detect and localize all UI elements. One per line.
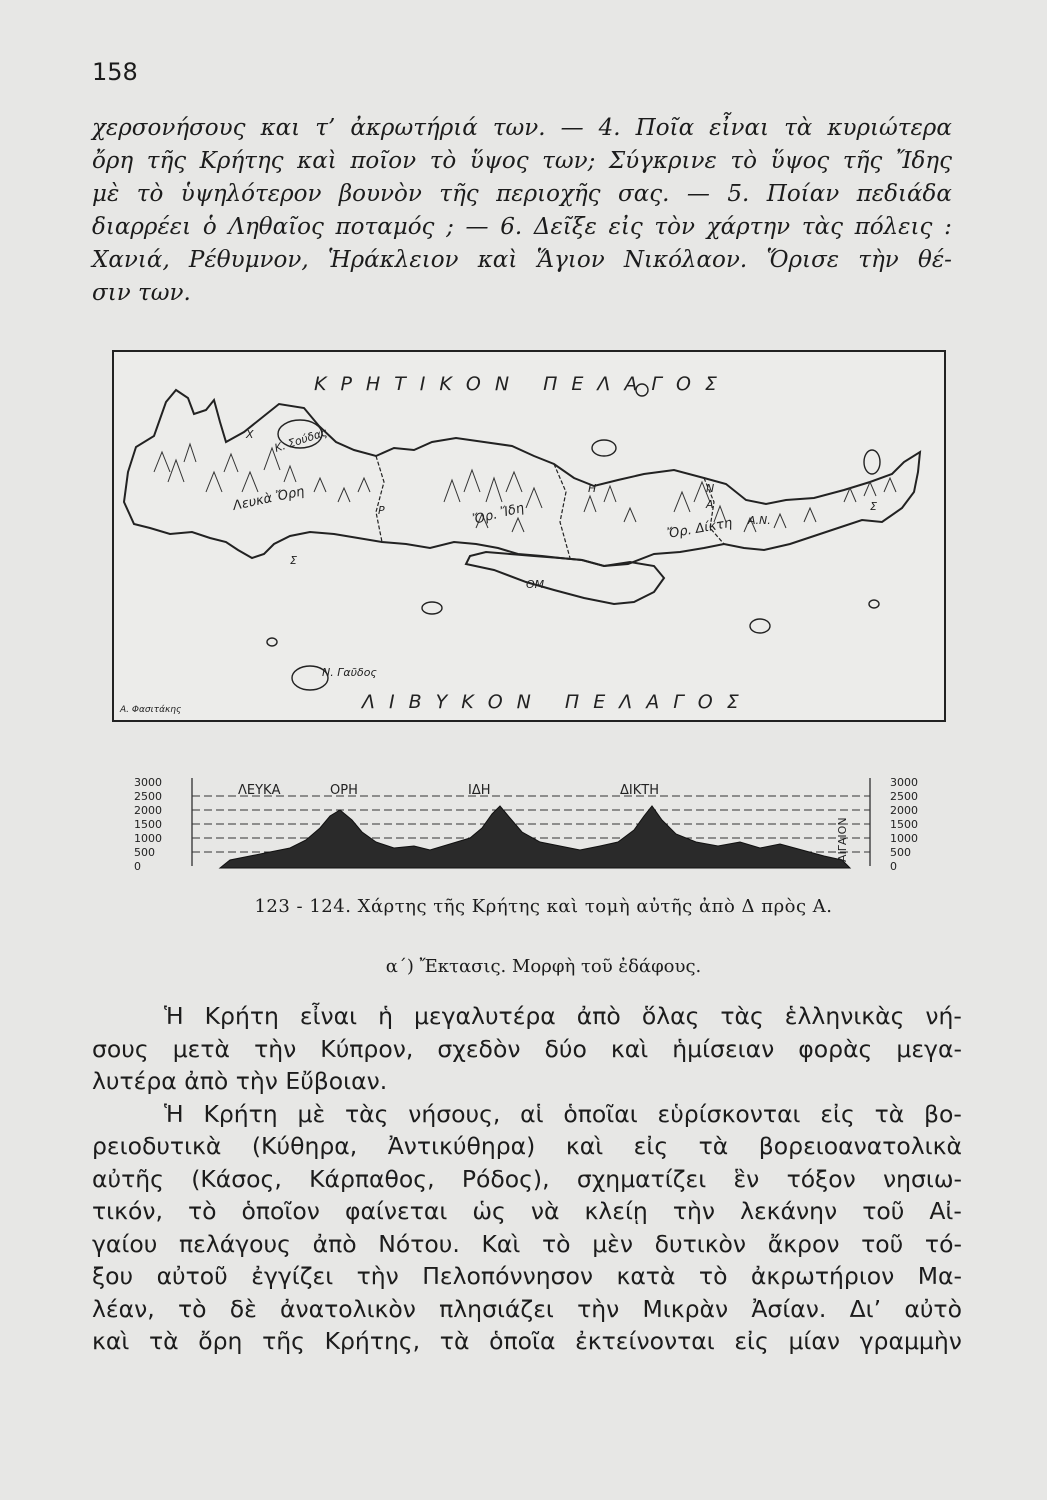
text-line: σιν των. xyxy=(92,280,191,306)
peak-label-ori: ΟΡΗ xyxy=(330,783,358,798)
mesara-outline xyxy=(466,552,664,604)
text-line: γαίου πελάγους ἀπὸ Νότου. Καὶ τὸ μὲν δυτικὸν ἄκρον τοῦ τό- xyxy=(92,1229,962,1258)
scale-left-tick: 3000 xyxy=(134,776,162,789)
peak-label-dikti: ΔΙΚΤΗ xyxy=(620,783,659,798)
page-number: 158 xyxy=(92,58,138,86)
south-sea-label: ΛΙΒΥΚΟΝ ΠΕΛΑΓΟΣ xyxy=(362,691,753,713)
figure-caption: 123 - 124. Χάρτης τῆς Κρήτης καὶ τομὴ αὐτῆς ἀπὸ Δ πρὸς Α. xyxy=(254,896,833,917)
text-line: καὶ τὰ ὄρη τῆς Κρήτης, τὰ ὁποῖα ἐκτείνονται εἰς μίαν γραμμὴν xyxy=(92,1327,962,1355)
text-line: ὄρη τῆς Κρήτης καὶ ποῖον τὸ ὕψος των; Σύγκρινε τὸ ὕψος τῆς Ἴδης xyxy=(92,148,952,174)
text-line: Χανιά, Ρέθυμνον, Ἡράκλειον καὶ Ἅγιον Νικόλαον. Ὅρισε τὴν θέ- xyxy=(92,247,952,273)
map-letter-a: Α xyxy=(706,498,714,511)
gavdos-label: Ν. Γαῦδος xyxy=(322,666,377,679)
text-line: χερσονήσους και τ’ ἀκρωτήριά των. — 4. Ποῖα εἶναι τὰ κυριώτερα xyxy=(92,115,952,141)
exercise-questions xyxy=(92,112,952,310)
map-letter-x: Χ xyxy=(246,428,254,441)
scale-right-tick: 2000 xyxy=(890,804,918,817)
map-letter-r: Ρ xyxy=(378,504,385,517)
islet xyxy=(750,619,770,633)
scale-right-tick: 3000 xyxy=(890,776,918,789)
scale-left-tick: 0 xyxy=(134,860,141,873)
crete-map xyxy=(112,350,946,722)
peak-label-idi: ΙΔΗ xyxy=(468,783,491,798)
map-letter-sigma: Σ xyxy=(290,554,297,567)
scale-left-tick: 2500 xyxy=(134,790,162,803)
text-line: αὐτῆς (Κάσος, Κάρπαθος, Ρόδος), σχηματίζει ἓν τόξον νησιω- xyxy=(92,1164,962,1193)
map-letter-n: Ν xyxy=(706,482,715,495)
terrain-profile xyxy=(220,806,850,868)
map-author-signature: Α. Φασιτάκης xyxy=(120,705,182,715)
boundary-line xyxy=(376,456,384,542)
scale-left-tick: 500 xyxy=(134,846,155,859)
idi-label: Ὄρ. Ἴδη xyxy=(471,500,526,528)
islet xyxy=(267,638,277,646)
lefka-ori-label: Λευκὰ Ὄρη xyxy=(231,484,306,514)
north-sea-label: ΚΡΗΤΙΚΟΝ ΠΕΛΑΓΟΣ xyxy=(314,373,731,395)
aegean-label: ΑΙΓΑΙΟΝ xyxy=(836,817,849,862)
mountain-hatching xyxy=(154,444,896,532)
scale-right-tick: 0 xyxy=(890,860,897,873)
islet xyxy=(864,450,880,474)
dikti-label: Ὄρ. Δίκτη xyxy=(666,515,734,542)
souda-label: Κ. Σούδας xyxy=(272,425,329,455)
elevation-profile-drawing xyxy=(130,770,950,875)
scale-right-tick: 1500 xyxy=(890,818,918,831)
text-line: Ἡ Κρήτη εἶναι ἡ μεγαλυτέρα ἀπὸ ὅλας τὰς ἑλληνικὰς νή- xyxy=(164,1002,962,1030)
map-letter-h: Η xyxy=(588,482,597,495)
crete-island-outline xyxy=(124,390,920,566)
text-line: διαρρέει ὁ Ληθαῖος ποταμός ; — 6. Δεῖξε εἰς τὸν χάρτην τὰς πόλεις : xyxy=(92,214,952,240)
map-label-an: Α.Ν. xyxy=(748,514,771,527)
crete-map-drawing xyxy=(114,352,944,720)
section-heading: α΄) Ἔκτασις. Μορφὴ τοῦ ἐδάφους. xyxy=(385,956,702,977)
scale-left-tick: 2000 xyxy=(134,804,162,817)
text-line: ρειοδυτικὰ (Κύθηρα, Ἀντικύθηρα) καὶ εἰς τὰ βορειοανατολικὰ xyxy=(92,1132,962,1160)
islet xyxy=(592,440,616,456)
text-line: σους μετὰ τὴν Κύπρον, σχεδὸν δύο καὶ ἡμίσειαν φορὰς μεγα- xyxy=(92,1034,962,1063)
scale-right-tick: 2500 xyxy=(890,790,918,803)
elevation-profile xyxy=(130,770,950,875)
scale-right-tick: 500 xyxy=(890,846,911,859)
text-line: λέαν, τὸ δὲ ἀνατολικὸν πλησιάζει τὴν Μικρὰν Ἀσίαν. Δι’ αὐτὸ xyxy=(92,1294,962,1323)
scale-left-tick: 1500 xyxy=(134,818,162,831)
scale-left-tick: 1000 xyxy=(134,832,162,845)
map-label-om: ΟΜ xyxy=(526,578,545,591)
map-letter-s: Σ xyxy=(870,500,877,513)
islet xyxy=(869,600,879,608)
text-line: ξου αὐτοῦ ἐγγίζει τὴν Πελοπόννησον κατὰ τὸ ἀκρωτήριον Μα- xyxy=(92,1262,962,1290)
islet xyxy=(422,602,442,614)
body-text xyxy=(92,1000,962,1358)
scale-right-tick: 1000 xyxy=(890,832,918,845)
boundary-line xyxy=(554,464,570,558)
text-line: λυτέρα ἀπὸ τὴν Εὔβοιαν. xyxy=(92,1067,388,1095)
text-line: μὲ τὸ ὑψηλότερον βουνὸν τῆς περιοχῆς σας. — 5. Ποίαν πεδιάδα xyxy=(92,181,952,207)
text-line: τικόν, τὸ ὁποῖον φαίνεται ὡς νὰ κλείῃ τὴν λεκάνην τοῦ Αἰ- xyxy=(92,1197,962,1225)
peak-label-lefka: ΛΕΥΚΑ xyxy=(238,783,281,798)
text-line: Ἡ Κρήτη μὲ τὰς νήσους, αἱ ὁποῖαι εὑρίσκονται εἰς τὰ βο- xyxy=(164,1099,962,1128)
